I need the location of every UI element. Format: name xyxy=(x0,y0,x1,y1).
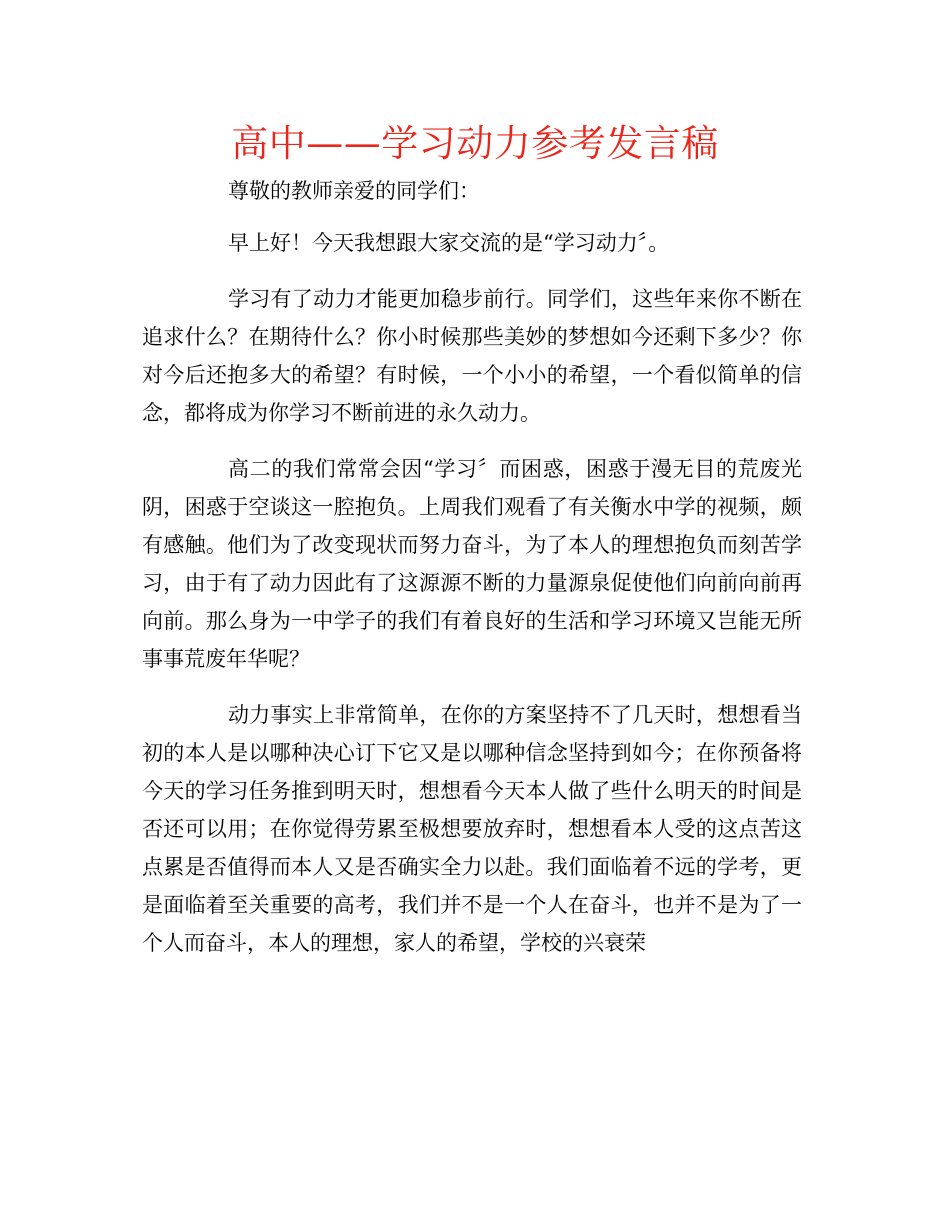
greeting-paragraph: 早上好！今天我想跟大家交流的是“学习动力〞。 xyxy=(228,231,670,255)
document-body xyxy=(142,172,802,962)
body-paragraph-1: 学习有了动力才能更加稳步前行。同学们，这些年来你不断在追求什么？在期待什么？你小时候那些美妙的梦想如今还剩下多少？你对今后还抱多大的希望？有时候，一个小小的希望，一个看似简单的信念，都将成为你学习不断前进的永久动力。 xyxy=(142,287,802,425)
document-title: 高中——学习动力参考发言稿 xyxy=(231,122,719,165)
body-paragraph-3: 动力事实上非常简单，在你的方案坚持不了几天时，想想看当初的本人是以哪种决心订下它又是以哪种信念坚持到如今；在你预备将今天的学习任务推到明天时，想想看今天本人做了些什么明天的时间是否还可以用；在你觉得劳累至极想要放弃时，想想看本人受的这点苦这点累是否值得而本人又是否确实全力以赴。我们面临着不远的学考，更是面临着至关重要的高考，我们并不是一个人在奋斗，也并不是为了一个人而奋斗，本人的理想，家人的希望，学校的兴衰荣 xyxy=(142,703,802,955)
salutation-paragraph: 尊敬的教师亲爱的同学们： xyxy=(228,179,480,203)
body-paragraph-2: 高二的我们常常会因“学习〞而困惑，困惑于漫无目的荒废光阴，困惑于空谈这一腔抱负。上周我们观看了有关衡水中学的视频，颇有感触。他们为了改变现状而努力奋斗，为了本人的理想抱负而刻苦学习，由于有了动力因此有了这源源不断的力量源泉促使他们向前向前再向前。那么身为一中学子的我们有着良好的生活和学习环境又岂能无所事事荒废年华呢？ xyxy=(142,457,802,671)
